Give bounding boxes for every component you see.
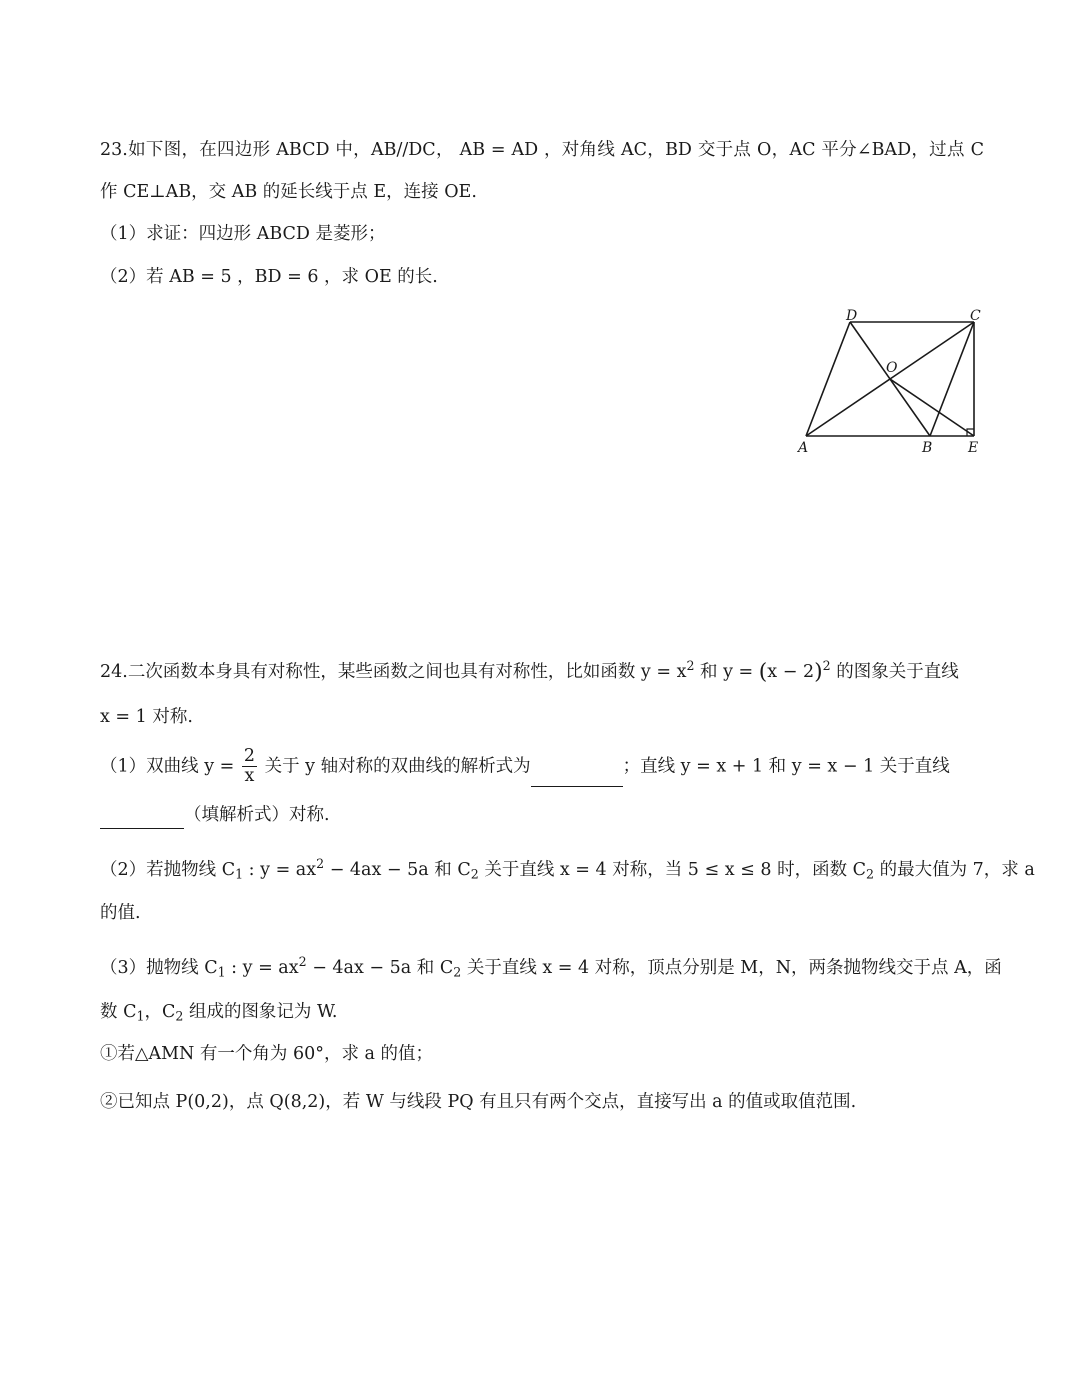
- point-p-coords: (0,2): [187, 1092, 229, 1112]
- q24-part-2-line-2: 的值.: [100, 903, 141, 923]
- q23-part-2: （2）若 AB = 5 ，BD = 6 ，求 OE 的长.: [100, 267, 438, 287]
- q24-p2-exponent: 2: [316, 856, 325, 871]
- q24-p1-text-a: （1）双曲线 y =: [100, 756, 240, 777]
- segment-cb: [930, 322, 974, 436]
- point-label-e: E: [968, 440, 979, 456]
- figure-lines: [806, 322, 974, 436]
- fraction-denominator: x: [244, 766, 255, 787]
- q24-p3-text-a: （3）抛物线 C: [100, 957, 218, 978]
- q24-p2-text-a: （2）若抛物线 C: [100, 859, 236, 880]
- rhombus-figure: [790, 300, 990, 462]
- q24-p3-sub-2: 2: [453, 964, 462, 980]
- q24-paren-open: (: [758, 659, 768, 685]
- answer-blank-1[interactable]: [531, 766, 623, 787]
- q24-p3-text-d: 关于直线 x = 4 对称，顶点分别是 M，N，两条抛物线交于点 A，函: [461, 957, 1002, 978]
- point-label-d: D: [846, 308, 858, 324]
- q24-p2-sub-2: 2: [470, 866, 479, 882]
- fraction-2-over-x: [242, 747, 257, 787]
- q24-p3-line2-sub-1: 1: [136, 1008, 145, 1024]
- q24-exponent-2: 2: [822, 658, 831, 673]
- q24-paren-close: ): [814, 659, 823, 685]
- segment-ad: [806, 322, 850, 436]
- q24-part-3-line-1: [100, 948, 1002, 986]
- answer-blank-2[interactable]: [100, 808, 184, 829]
- q24-part-1-line-2: [100, 801, 984, 829]
- point-q-coords: (8,2): [283, 1092, 326, 1112]
- q24-p3-line2-text-a: 数 C: [100, 1002, 137, 1022]
- point-label-b: B: [922, 440, 933, 456]
- q23-part-1: （1）求证：四边形 ABCD 是菱形；: [100, 224, 386, 244]
- q24-p2-text-e: 的最大值为 7，求 a: [874, 859, 1035, 880]
- q24-stem-text-d: x − 2: [767, 661, 815, 682]
- fraction-numerator: 2: [243, 746, 256, 766]
- q24-p3-text-c: − 4ax − 5a 和 C: [306, 957, 454, 978]
- q24-part-1-line-1: [100, 747, 984, 787]
- point-label-c: C: [970, 308, 981, 324]
- q24-p3-exponent: 2: [298, 954, 307, 969]
- q24-part-3-line-2: [100, 998, 984, 1031]
- q24-stem-line-2: x = 1 对称.: [100, 707, 193, 727]
- q24-stem-text-b: 和 y =: [694, 661, 759, 682]
- q24-part-2-line-1: [100, 850, 1035, 888]
- q24-p2-sub-3: 2: [866, 866, 875, 882]
- q24-c2-text-c: ，点 Q: [228, 1092, 284, 1112]
- q24-p3-line2-sub-2: 2: [175, 1008, 184, 1024]
- q24-subpart-2: [100, 1088, 984, 1116]
- point-label-a: A: [798, 440, 809, 456]
- q24-p3-sub-1: 1: [217, 964, 226, 980]
- q24-p3-line2-text-b: ，C: [144, 1002, 176, 1022]
- q23-stem-line-1: 23.如下图，在四边形 ABCD 中，AB//DC， AB = AD ，对角线 AC，BD 交于点 O，AC 平分∠BAD，过点 C: [100, 140, 984, 160]
- q24-stem-line-1: [100, 652, 984, 687]
- q24-p2-text-c: − 4ax − 5a 和 C: [324, 859, 471, 880]
- q24-c2-text-a: ②已知点 P: [100, 1092, 188, 1112]
- q24-c2-text-e: ，若 W 与线段 PQ 有且只有两个交点，直接写出 a 的值或取值范围.: [325, 1092, 857, 1112]
- q24-exponent: 2: [686, 658, 695, 673]
- q24-stem-text-f: 的图象关于直线: [830, 661, 959, 682]
- q24-p2-text-d: 关于直线 x = 4 对称，当 5 ≤ x ≤ 8 时，函数 C: [478, 859, 867, 880]
- q24-p1-text-b: 关于 y 轴对称的双曲线的解析式为: [259, 756, 531, 777]
- q24-stem-text-a: 24.二次函数本身具有对称性，某些函数之间也具有对称性，比如函数 y = x: [100, 661, 687, 682]
- q24-p1-text-c: ；直线 y = x + 1 和 y = x − 1 关于直线: [622, 756, 950, 777]
- q24-p1-text-d: （填解析式）对称.: [184, 805, 330, 825]
- q24-p3-line2-text-c: 组成的图象记为 W.: [183, 1002, 338, 1022]
- q23-stem-line-2: 作 CE⊥AB，交 AB 的延长线于点 E，连接 OE.: [100, 182, 477, 202]
- point-label-o: O: [886, 360, 898, 376]
- q24-p2-text-b: : y = ax: [243, 859, 317, 880]
- q24-p3-text-b: : y = ax: [225, 957, 299, 978]
- segment-oe: [890, 379, 974, 436]
- q24-subpart-1: ①若△AMN 有一个角为 60°，求 a 的值；: [100, 1044, 434, 1064]
- q24-p2-sub-1: 1: [235, 866, 244, 882]
